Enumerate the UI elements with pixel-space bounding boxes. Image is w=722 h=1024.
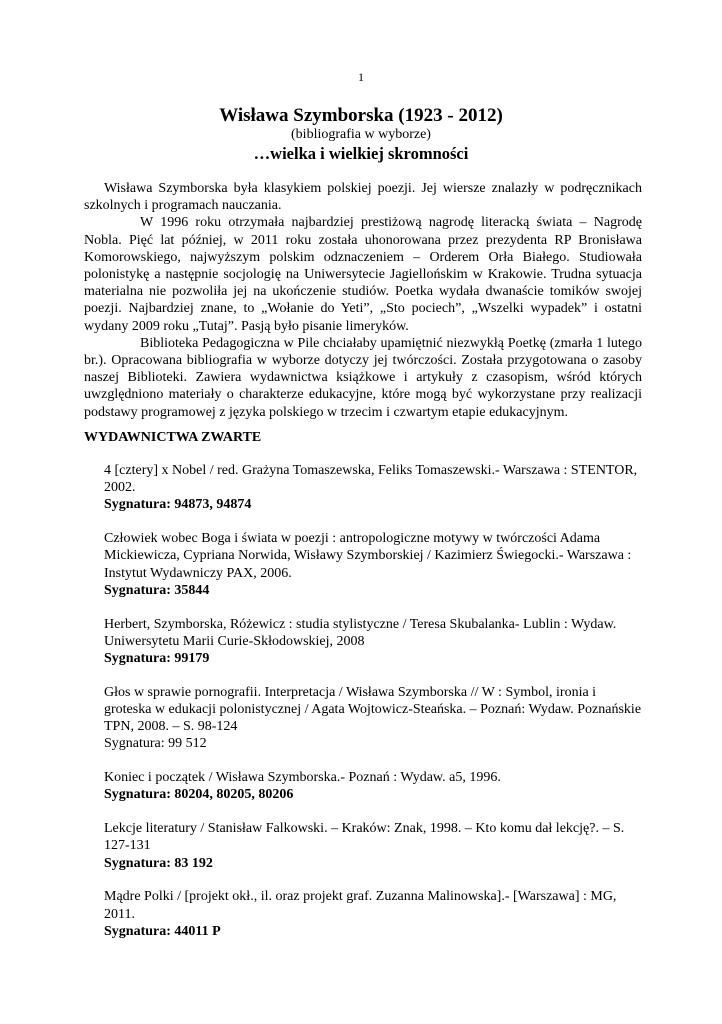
entry-signature: Sygnatura: 99179 [104,651,210,667]
entry-description: Koniec i początek / Wisława Szymborska.- Poznań : Wydaw. a5, 1996. [104,770,501,786]
entry-signature: Sygnatura: 35844 [104,582,210,598]
document-title: Wisława Szymborska (1923 - 2012) [219,105,503,126]
document-tagline: …wielka i wielkiej skromności [253,144,469,163]
intro-paragraph: W 1996 roku otrzymała najbardziej prestiżową nagrodę literacką świata – Nagrodę Nobla. Pięć lat później, w 2011 roku została uhonorowana przez prezydenta RP Bronisława Komorowskiego, najwyższym polskim odznaczeniem – Orderem Orła Białego. Studiowała polonistykę a następnie socjologię na Uniwersytecie Jagiellońskim w Krakowie. Trudna sytuacja materialna nie pozwoliła jej na ukończenie studiów. Poetka wydała dwanaście tomików swojej poezji. Najbardziej znane, to „Wołanie do Yeti”, „Sto pociech”, „Wszelki wypadek” i ostatni wydany 2009 roku „Tutaj”. Pasją było pisanie limeryków. [84,215,642,334]
intro-paragraph: Wisława Szymborska była klasykiem polskiej poezji. Jej wiersze znalazły w podręcznikach szkolnych i programach nauczania. [84,181,642,214]
bibliography-list [104,462,644,957]
bibliography-entry [104,462,644,514]
entry-description: Mądre Polki / [projekt okł., il. oraz projekt graf. Zuzanna Malinowska].- [Warszawa] : MG, 2011. [104,889,617,922]
entry-signature: Sygnatura: 44011 P [104,923,221,939]
bibliography-entry [104,769,644,803]
entry-signature: Sygnatura: 83 192 [104,855,213,871]
bibliography-entry [104,684,644,753]
entry-description: 4 [cztery] x Nobel / red. Grażyna Tomaszewska, Feliks Tomaszewski.- Warszawa : STENTOR, 2002. [104,463,638,496]
entry-description: Człowiek wobec Boga i świata w poezji : antropologiczne motywy w twórczości Adama Mickiewicza, Cypriana Norwida, Wisławy Szymborskiej / Kazimierz Świegocki.- Warszawa : Instytut Wydawniczy PAX, 2006. [104,531,632,581]
entry-description: Głos w sprawie pornografii. Interpretacja / Wisława Szymborska // W : Symbol, ironia i groteska w edukacji polonistycznej / Agata Wojtowicz-Steańska. – Poznań: Wydaw. Poznańskie TPN, 2008. – S. 98-124 [104,684,642,735]
section-heading: WYDAWNICTWA ZWARTE [84,430,262,445]
bibliography-entry [104,888,644,940]
bibliography-entry [104,616,644,668]
page-number: 1 [358,70,364,84]
entry-description: Lekcje literatury / Stanisław Falkowski. – Kraków: Znak, 1998. – Kto komu dał lekcję?. – S. 127-131 [104,821,625,854]
entry-signature: Sygnatura: 94873, 94874 [104,497,252,513]
entry-signature: Sygnatura: 80204, 80205, 80206 [104,787,294,803]
intro-paragraph: Biblioteka Pedagogiczna w Pile chciałaby upamiętnić niezwykłą Poetkę (zmarła 1 lutego br.). Opracowana bibliografia w wyborze dotyczy jej twórczości. Została przygotowana o zasoby naszej Biblioteki. Zawiera wydawnictwa książkowe i artykuły z czasopism, wśród których uwzględniono materiały o charakterze edukacyjne, które mogą być wykorzystane przy realizacji podstawy programowej z języka polskiego w trzecim i czwartym etapie edukacyjnym. [84,335,642,420]
bibliography-entry [104,820,644,872]
intro-text [84,180,642,421]
bibliography-entry [104,530,644,599]
title-block [0,105,722,164]
entry-description: Herbert, Szymborska, Różewicz : studia stylistyczne / Teresa Skubalanka- Lublin : Wydaw. Uniwersytetu Marii Curie-Skłodowskiej, 2008 [104,616,617,649]
entry-signature: Sygnatura: 99 512 [104,736,207,752]
document-subtitle: (bibliografia w wyborze) [291,127,431,142]
